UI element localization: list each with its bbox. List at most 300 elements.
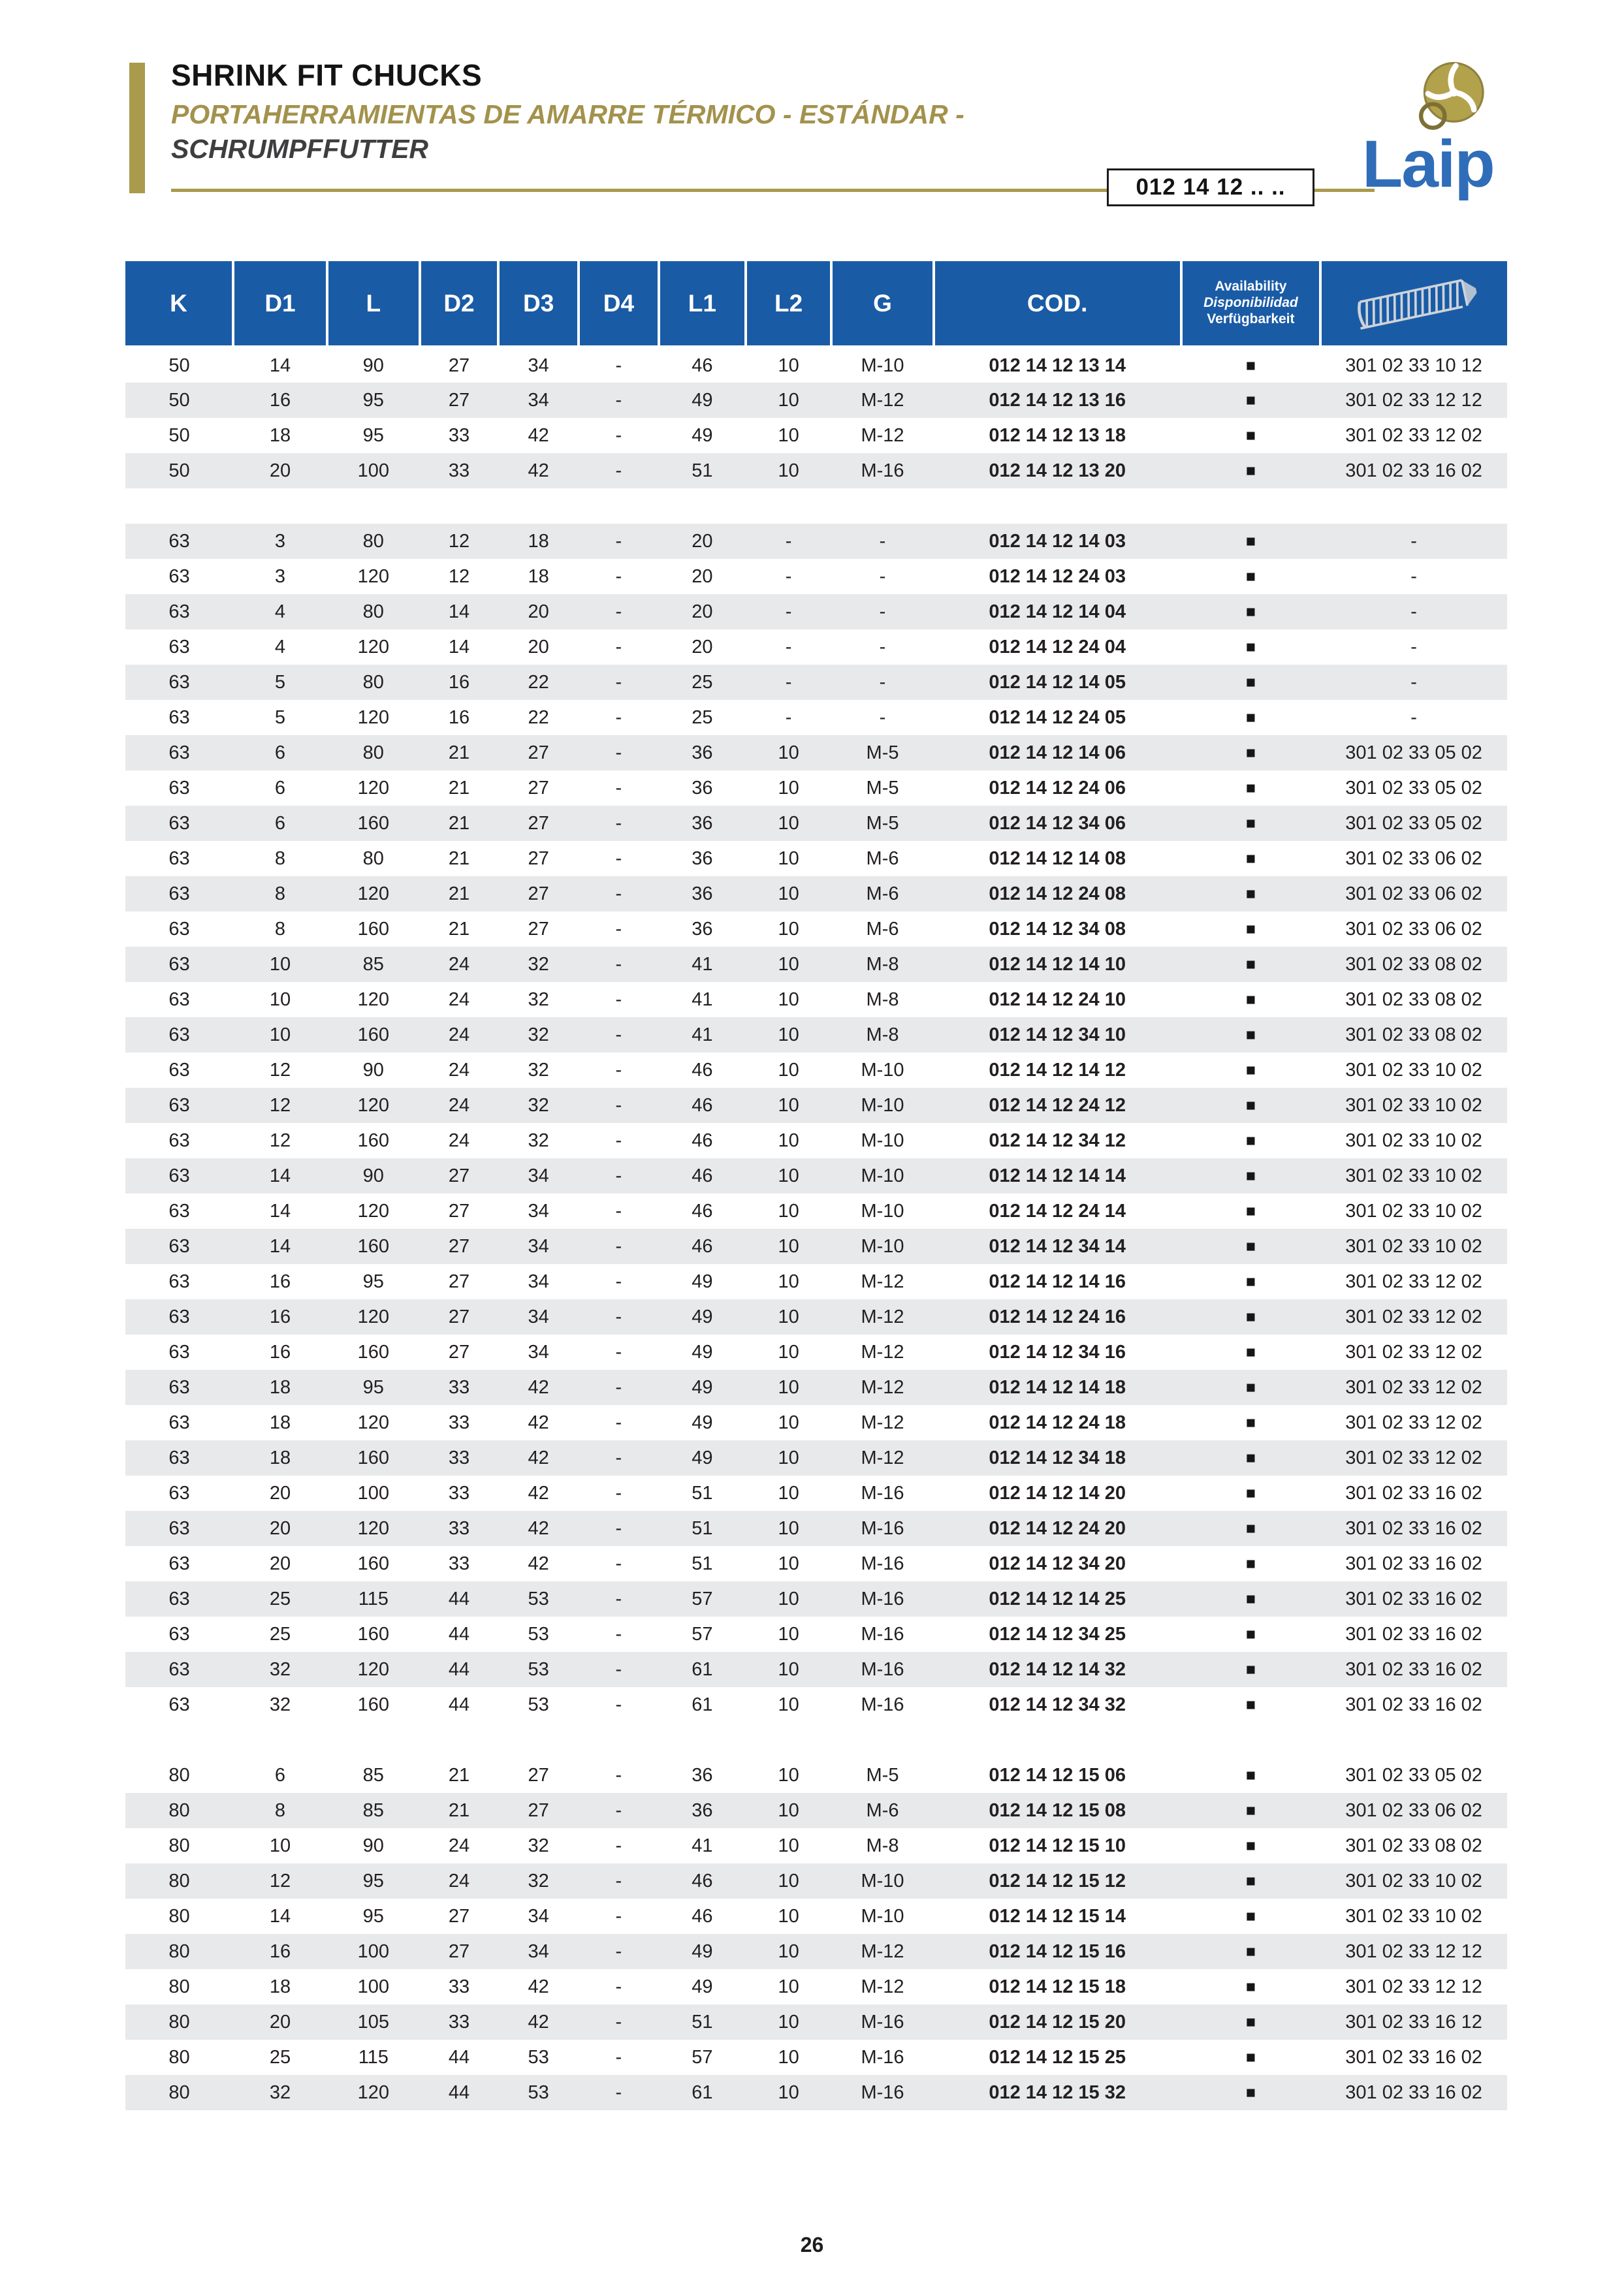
- availability-square: ■: [1181, 1229, 1321, 1264]
- cell-d1: 12: [233, 1123, 327, 1158]
- cell-l: 95: [327, 1370, 420, 1405]
- column-header-d3: D3: [498, 261, 579, 347]
- cell-k: 63: [125, 1335, 233, 1370]
- cell-d4: -: [579, 1123, 659, 1158]
- cell-cod: 012 14 12 34 08: [934, 911, 1181, 947]
- cell-d1: 8: [233, 841, 327, 876]
- table-row: [125, 1863, 1507, 1899]
- cell-d1: 20: [233, 1511, 327, 1546]
- cell-d3: 27: [498, 735, 579, 770]
- cell-l2: 10: [746, 1370, 831, 1405]
- cell-cod: 012 14 12 15 12: [934, 1863, 1181, 1899]
- table-row: [125, 1511, 1507, 1546]
- column-header-l: L: [327, 261, 420, 347]
- cell-l1: 49: [659, 1405, 746, 1440]
- cell-l1: 36: [659, 1758, 746, 1793]
- cell-l1: 46: [659, 1194, 746, 1229]
- availability-square: ■: [1181, 1652, 1321, 1687]
- cell-d1: 14: [233, 1229, 327, 1264]
- cell-cod: 012 14 12 15 20: [934, 2004, 1181, 2040]
- cell-d1: 16: [233, 1934, 327, 1969]
- availability-square: ■: [1181, 1934, 1321, 1969]
- cell-d1: 14: [233, 1158, 327, 1194]
- cell-k: 50: [125, 383, 233, 418]
- cell-ref: 301 02 33 12 02: [1320, 1370, 1507, 1405]
- availability-square: ■: [1181, 1899, 1321, 1934]
- cell-k: 63: [125, 1017, 233, 1053]
- cell-d3: 27: [498, 1793, 579, 1828]
- cell-l2: 10: [746, 1793, 831, 1828]
- cell-l: 100: [327, 1476, 420, 1511]
- cell-ref: 301 02 33 08 02: [1320, 1017, 1507, 1053]
- cell-d2: 27: [420, 1934, 499, 1969]
- cell-cod: 012 14 12 24 10: [934, 982, 1181, 1017]
- cell-l2: 10: [746, 1088, 831, 1123]
- cell-l2: -: [746, 665, 831, 700]
- cell-d2: 16: [420, 665, 499, 700]
- cell-l2: -: [746, 594, 831, 629]
- cell-l2: 10: [746, 1194, 831, 1229]
- cell-d3: 34: [498, 383, 579, 418]
- cell-k: 50: [125, 453, 233, 488]
- cell-l1: 49: [659, 1335, 746, 1370]
- cell-cod: 012 14 12 13 20: [934, 453, 1181, 488]
- cell-d2: 33: [420, 1405, 499, 1440]
- cell-g: M-16: [831, 1581, 934, 1617]
- cell-d1: 18: [233, 1440, 327, 1476]
- table-row: [125, 383, 1507, 418]
- cell-g: M-8: [831, 1828, 934, 1863]
- cell-l: 90: [327, 1158, 420, 1194]
- cell-ref: 301 02 33 12 02: [1320, 1299, 1507, 1335]
- cell-g: M-16: [831, 1546, 934, 1581]
- table-row: [125, 947, 1507, 982]
- cell-d2: 44: [420, 2040, 499, 2075]
- cell-d3: 18: [498, 524, 579, 559]
- availability-square: ■: [1181, 1299, 1321, 1335]
- cell-d1: 18: [233, 1370, 327, 1405]
- cell-cod: 012 14 12 34 25: [934, 1617, 1181, 1652]
- cell-ref: 301 02 33 16 02: [1320, 1687, 1507, 1722]
- cell-l1: 57: [659, 1581, 746, 1617]
- cell-d2: 44: [420, 2075, 499, 2110]
- cell-cod: 012 14 12 14 04: [934, 594, 1181, 629]
- cell-ref: 301 02 33 12 02: [1320, 418, 1507, 453]
- cell-l1: 49: [659, 1370, 746, 1405]
- cell-d3: 42: [498, 1511, 579, 1546]
- cell-ref: -: [1320, 700, 1507, 735]
- cell-k: 80: [125, 1863, 233, 1899]
- cell-l2: 10: [746, 2004, 831, 2040]
- cell-l1: 20: [659, 559, 746, 594]
- cell-d4: -: [579, 559, 659, 594]
- cell-d4: -: [579, 594, 659, 629]
- cell-cod: 012 14 12 34 10: [934, 1017, 1181, 1053]
- cell-l2: 10: [746, 1863, 831, 1899]
- cell-d2: 27: [420, 383, 499, 418]
- cell-ref: 301 02 33 06 02: [1320, 876, 1507, 911]
- cell-d1: 8: [233, 911, 327, 947]
- cell-ref: 301 02 33 12 12: [1320, 1934, 1507, 1969]
- cell-l2: 10: [746, 1546, 831, 1581]
- cell-l: 160: [327, 1229, 420, 1264]
- cell-l1: 49: [659, 1440, 746, 1476]
- cell-d1: 18: [233, 1969, 327, 2004]
- cell-g: M-8: [831, 982, 934, 1017]
- cell-g: M-5: [831, 806, 934, 841]
- cell-cod: 012 14 12 24 08: [934, 876, 1181, 911]
- cell-ref: 301 02 33 10 02: [1320, 1863, 1507, 1899]
- cell-l1: 61: [659, 1652, 746, 1687]
- cell-d1: 14: [233, 1899, 327, 1934]
- cell-l: 95: [327, 1899, 420, 1934]
- cell-d4: -: [579, 1370, 659, 1405]
- availability-square: ■: [1181, 1546, 1321, 1581]
- cell-ref: 301 02 33 06 02: [1320, 911, 1507, 947]
- cell-d2: 33: [420, 2004, 499, 2040]
- cell-d2: 21: [420, 1758, 499, 1793]
- cell-l: 120: [327, 1088, 420, 1123]
- availability-square: ■: [1181, 770, 1321, 806]
- cell-d1: 3: [233, 524, 327, 559]
- cell-d1: 16: [233, 1335, 327, 1370]
- availability-square: ■: [1181, 594, 1321, 629]
- cell-g: M-16: [831, 453, 934, 488]
- table-row: [125, 1828, 1507, 1863]
- cell-ref: 301 02 33 08 02: [1320, 1828, 1507, 1863]
- cell-l: 95: [327, 383, 420, 418]
- table-row: [125, 418, 1507, 453]
- cell-l: 120: [327, 1405, 420, 1440]
- cell-d3: 20: [498, 594, 579, 629]
- cell-cod: 012 14 12 34 06: [934, 806, 1181, 841]
- availability-square: ■: [1181, 2075, 1321, 2110]
- cell-d2: 33: [420, 1546, 499, 1581]
- cell-d2: 12: [420, 559, 499, 594]
- cell-g: M-10: [831, 1053, 934, 1088]
- table-row: [125, 700, 1507, 735]
- availability-square: ■: [1181, 1969, 1321, 2004]
- table-row: [125, 1617, 1507, 1652]
- cell-d2: 24: [420, 1088, 499, 1123]
- cell-g: M-10: [831, 1863, 934, 1899]
- cell-ref: 301 02 33 16 02: [1320, 1546, 1507, 1581]
- cell-d3: 27: [498, 770, 579, 806]
- cell-g: M-6: [831, 841, 934, 876]
- table-row: [125, 594, 1507, 629]
- cell-d2: 44: [420, 1617, 499, 1652]
- cell-k: 63: [125, 1053, 233, 1088]
- availability-square: ■: [1181, 1617, 1321, 1652]
- table-row: [125, 911, 1507, 947]
- cell-d2: 33: [420, 453, 499, 488]
- cell-k: 63: [125, 700, 233, 735]
- cell-g: M-10: [831, 347, 934, 383]
- cell-d4: -: [579, 1088, 659, 1123]
- column-header-thread-image: [1320, 261, 1507, 347]
- cell-d3: 34: [498, 1934, 579, 1969]
- cell-d4: -: [579, 1264, 659, 1299]
- cell-l: 100: [327, 453, 420, 488]
- cell-ref: -: [1320, 629, 1507, 665]
- cell-k: 63: [125, 1405, 233, 1440]
- table-row: [125, 876, 1507, 911]
- cell-l1: 41: [659, 947, 746, 982]
- cell-cod: 012 14 12 13 14: [934, 347, 1181, 383]
- cell-d3: 34: [498, 1194, 579, 1229]
- cell-d2: 44: [420, 1652, 499, 1687]
- cell-l2: 10: [746, 876, 831, 911]
- cell-d4: -: [579, 524, 659, 559]
- cell-k: 50: [125, 418, 233, 453]
- cell-d4: -: [579, 2075, 659, 2110]
- cell-g: -: [831, 524, 934, 559]
- cell-k: 63: [125, 1088, 233, 1123]
- cell-d4: -: [579, 1546, 659, 1581]
- cell-d3: 42: [498, 1405, 579, 1440]
- cell-d1: 5: [233, 700, 327, 735]
- cell-l2: 10: [746, 1617, 831, 1652]
- cell-d3: 22: [498, 700, 579, 735]
- laip-logo: [1358, 57, 1535, 214]
- cell-ref: 301 02 33 05 02: [1320, 806, 1507, 841]
- cell-d1: 10: [233, 1017, 327, 1053]
- cell-k: 63: [125, 1264, 233, 1299]
- cell-l: 90: [327, 1053, 420, 1088]
- availability-square: ■: [1181, 2004, 1321, 2040]
- cell-d4: -: [579, 1335, 659, 1370]
- cell-l: 160: [327, 911, 420, 947]
- cell-g: M-16: [831, 1511, 934, 1546]
- cell-l2: 10: [746, 806, 831, 841]
- cell-cod: 012 14 12 14 20: [934, 1476, 1181, 1511]
- availability-square: ■: [1181, 1863, 1321, 1899]
- cell-cod: 012 14 12 15 10: [934, 1828, 1181, 1863]
- cell-cod: 012 14 12 24 20: [934, 1511, 1181, 1546]
- cell-d1: 25: [233, 2040, 327, 2075]
- cell-k: 63: [125, 524, 233, 559]
- cell-d2: 12: [420, 524, 499, 559]
- cell-l: 120: [327, 1652, 420, 1687]
- cell-cod: 012 14 12 14 16: [934, 1264, 1181, 1299]
- cell-g: M-12: [831, 1370, 934, 1405]
- availability-square: ■: [1181, 806, 1321, 841]
- cell-d4: -: [579, 1511, 659, 1546]
- cell-l1: 36: [659, 876, 746, 911]
- cell-d3: 27: [498, 806, 579, 841]
- column-header-d1: D1: [233, 261, 327, 347]
- cell-ref: 301 02 33 10 02: [1320, 1053, 1507, 1088]
- cell-d3: 27: [498, 1758, 579, 1793]
- cell-d3: 20: [498, 629, 579, 665]
- cell-g: -: [831, 559, 934, 594]
- cell-d3: 32: [498, 1053, 579, 1088]
- cell-k: 63: [125, 806, 233, 841]
- cell-k: 63: [125, 911, 233, 947]
- cell-d2: 27: [420, 1899, 499, 1934]
- cell-d3: 53: [498, 2040, 579, 2075]
- cell-d2: 33: [420, 1476, 499, 1511]
- cell-g: M-12: [831, 1934, 934, 1969]
- cell-cod: 012 14 12 34 20: [934, 1546, 1181, 1581]
- cell-k: 80: [125, 1758, 233, 1793]
- cell-d2: 24: [420, 1053, 499, 1088]
- cell-l1: 20: [659, 594, 746, 629]
- table-row: [125, 1123, 1507, 1158]
- cell-k: 63: [125, 982, 233, 1017]
- availability-square: ■: [1181, 841, 1321, 876]
- availability-square: ■: [1181, 1158, 1321, 1194]
- cell-d3: 32: [498, 1017, 579, 1053]
- cell-d3: 27: [498, 876, 579, 911]
- cell-cod: 012 14 12 15 25: [934, 2040, 1181, 2075]
- cell-d2: 16: [420, 700, 499, 735]
- laip-logo-text: Laip: [1362, 127, 1494, 201]
- cell-d1: 6: [233, 1758, 327, 1793]
- cell-d2: 21: [420, 806, 499, 841]
- table-row: [125, 453, 1507, 488]
- cell-d3: 42: [498, 1969, 579, 2004]
- cell-l2: 10: [746, 418, 831, 453]
- cell-l2: 10: [746, 1335, 831, 1370]
- cell-k: 63: [125, 735, 233, 770]
- cell-d4: -: [579, 1476, 659, 1511]
- cell-l1: 36: [659, 911, 746, 947]
- cell-cod: 012 14 12 14 14: [934, 1158, 1181, 1194]
- cell-l1: 41: [659, 982, 746, 1017]
- cell-k: 63: [125, 1546, 233, 1581]
- cell-l2: 10: [746, 1969, 831, 2004]
- page-title: SHRINK FIT CHUCKS: [171, 58, 483, 92]
- availability-square: ■: [1181, 1511, 1321, 1546]
- column-header-d2: D2: [420, 261, 499, 347]
- cell-g: -: [831, 700, 934, 735]
- availability-square: ■: [1181, 1687, 1321, 1722]
- cell-k: 63: [125, 665, 233, 700]
- cell-l1: 46: [659, 1088, 746, 1123]
- cell-l: 95: [327, 1264, 420, 1299]
- cell-l2: 10: [746, 1687, 831, 1722]
- cell-d1: 12: [233, 1053, 327, 1088]
- cell-l1: 46: [659, 1053, 746, 1088]
- cell-d4: -: [579, 841, 659, 876]
- cell-l: 80: [327, 665, 420, 700]
- availability-header-lines: [1183, 279, 1320, 327]
- cell-cod: 012 14 12 14 05: [934, 665, 1181, 700]
- cell-g: M-10: [831, 1123, 934, 1158]
- cell-g: M-5: [831, 735, 934, 770]
- cell-l: 160: [327, 1123, 420, 1158]
- cell-d2: 27: [420, 1229, 499, 1264]
- availability-square: ■: [1181, 1793, 1321, 1828]
- cell-k: 63: [125, 876, 233, 911]
- cell-l1: 51: [659, 453, 746, 488]
- cell-l2: 10: [746, 347, 831, 383]
- cell-l2: 10: [746, 1828, 831, 1863]
- cell-d3: 34: [498, 1264, 579, 1299]
- cell-d4: -: [579, 1687, 659, 1722]
- group-separator-row: [125, 1722, 1507, 1758]
- cell-cod: 012 14 12 15 16: [934, 1934, 1181, 1969]
- cell-cod: 012 14 12 14 12: [934, 1053, 1181, 1088]
- cell-d4: -: [579, 1440, 659, 1476]
- cell-l2: 10: [746, 735, 831, 770]
- cell-g: M-12: [831, 1405, 934, 1440]
- cell-l2: 10: [746, 841, 831, 876]
- cell-k: 63: [125, 594, 233, 629]
- cell-l1: 61: [659, 1687, 746, 1722]
- cell-d2: 14: [420, 629, 499, 665]
- cell-d2: 27: [420, 1158, 499, 1194]
- cell-l2: 10: [746, 1405, 831, 1440]
- cell-d2: 27: [420, 1264, 499, 1299]
- cell-ref: 301 02 33 16 02: [1320, 1581, 1507, 1617]
- cell-ref: 301 02 33 08 02: [1320, 982, 1507, 1017]
- cell-l1: 41: [659, 1017, 746, 1053]
- availability-square: ■: [1181, 524, 1321, 559]
- cell-l2: 10: [746, 1758, 831, 1793]
- cell-ref: -: [1320, 559, 1507, 594]
- table-row: [125, 1229, 1507, 1264]
- cell-d3: 22: [498, 665, 579, 700]
- subtitle-spanish: PORTAHERRAMIENTAS DE AMARRE TÉRMICO - ESTÁNDAR -: [171, 99, 964, 129]
- cell-k: 80: [125, 2004, 233, 2040]
- cell-l: 120: [327, 559, 420, 594]
- cell-d4: -: [579, 770, 659, 806]
- availability-square: ■: [1181, 982, 1321, 1017]
- cell-l1: 49: [659, 1934, 746, 1969]
- cell-ref: 301 02 33 08 02: [1320, 947, 1507, 982]
- cell-d4: -: [579, 1863, 659, 1899]
- cell-ref: 301 02 33 10 02: [1320, 1899, 1507, 1934]
- cell-d2: 24: [420, 1017, 499, 1053]
- cell-g: M-10: [831, 1899, 934, 1934]
- cell-d3: 53: [498, 2075, 579, 2110]
- cell-l: 160: [327, 1017, 420, 1053]
- cell-k: 63: [125, 1370, 233, 1405]
- cell-g: M-16: [831, 1476, 934, 1511]
- cell-g: M-16: [831, 2040, 934, 2075]
- cell-d2: 24: [420, 947, 499, 982]
- spec-table: [125, 261, 1507, 2110]
- table-row: [125, 1017, 1507, 1053]
- cell-l1: 36: [659, 806, 746, 841]
- cell-d2: 27: [420, 1194, 499, 1229]
- cell-l2: 10: [746, 770, 831, 806]
- cell-ref: 301 02 33 10 02: [1320, 1229, 1507, 1264]
- cell-d4: -: [579, 1899, 659, 1934]
- cell-d1: 8: [233, 1793, 327, 1828]
- cell-d4: -: [579, 911, 659, 947]
- cell-cod: 012 14 12 34 32: [934, 1687, 1181, 1722]
- table-row: [125, 1405, 1507, 1440]
- cell-l1: 46: [659, 1863, 746, 1899]
- cell-d3: 42: [498, 1440, 579, 1476]
- cell-l2: 10: [746, 1017, 831, 1053]
- cell-d4: -: [579, 1194, 659, 1229]
- cell-l1: 36: [659, 735, 746, 770]
- table-row: [125, 1053, 1507, 1088]
- page-number: 26: [800, 2233, 824, 2256]
- availability-square: ■: [1181, 347, 1321, 383]
- product-code-box: 012 14 12 .. ..: [1107, 168, 1314, 206]
- table-row: [125, 1969, 1507, 2004]
- cell-d3: 42: [498, 453, 579, 488]
- cell-l2: 10: [746, 982, 831, 1017]
- cell-d3: 34: [498, 1229, 579, 1264]
- cell-l2: 10: [746, 1652, 831, 1687]
- cell-l1: 49: [659, 383, 746, 418]
